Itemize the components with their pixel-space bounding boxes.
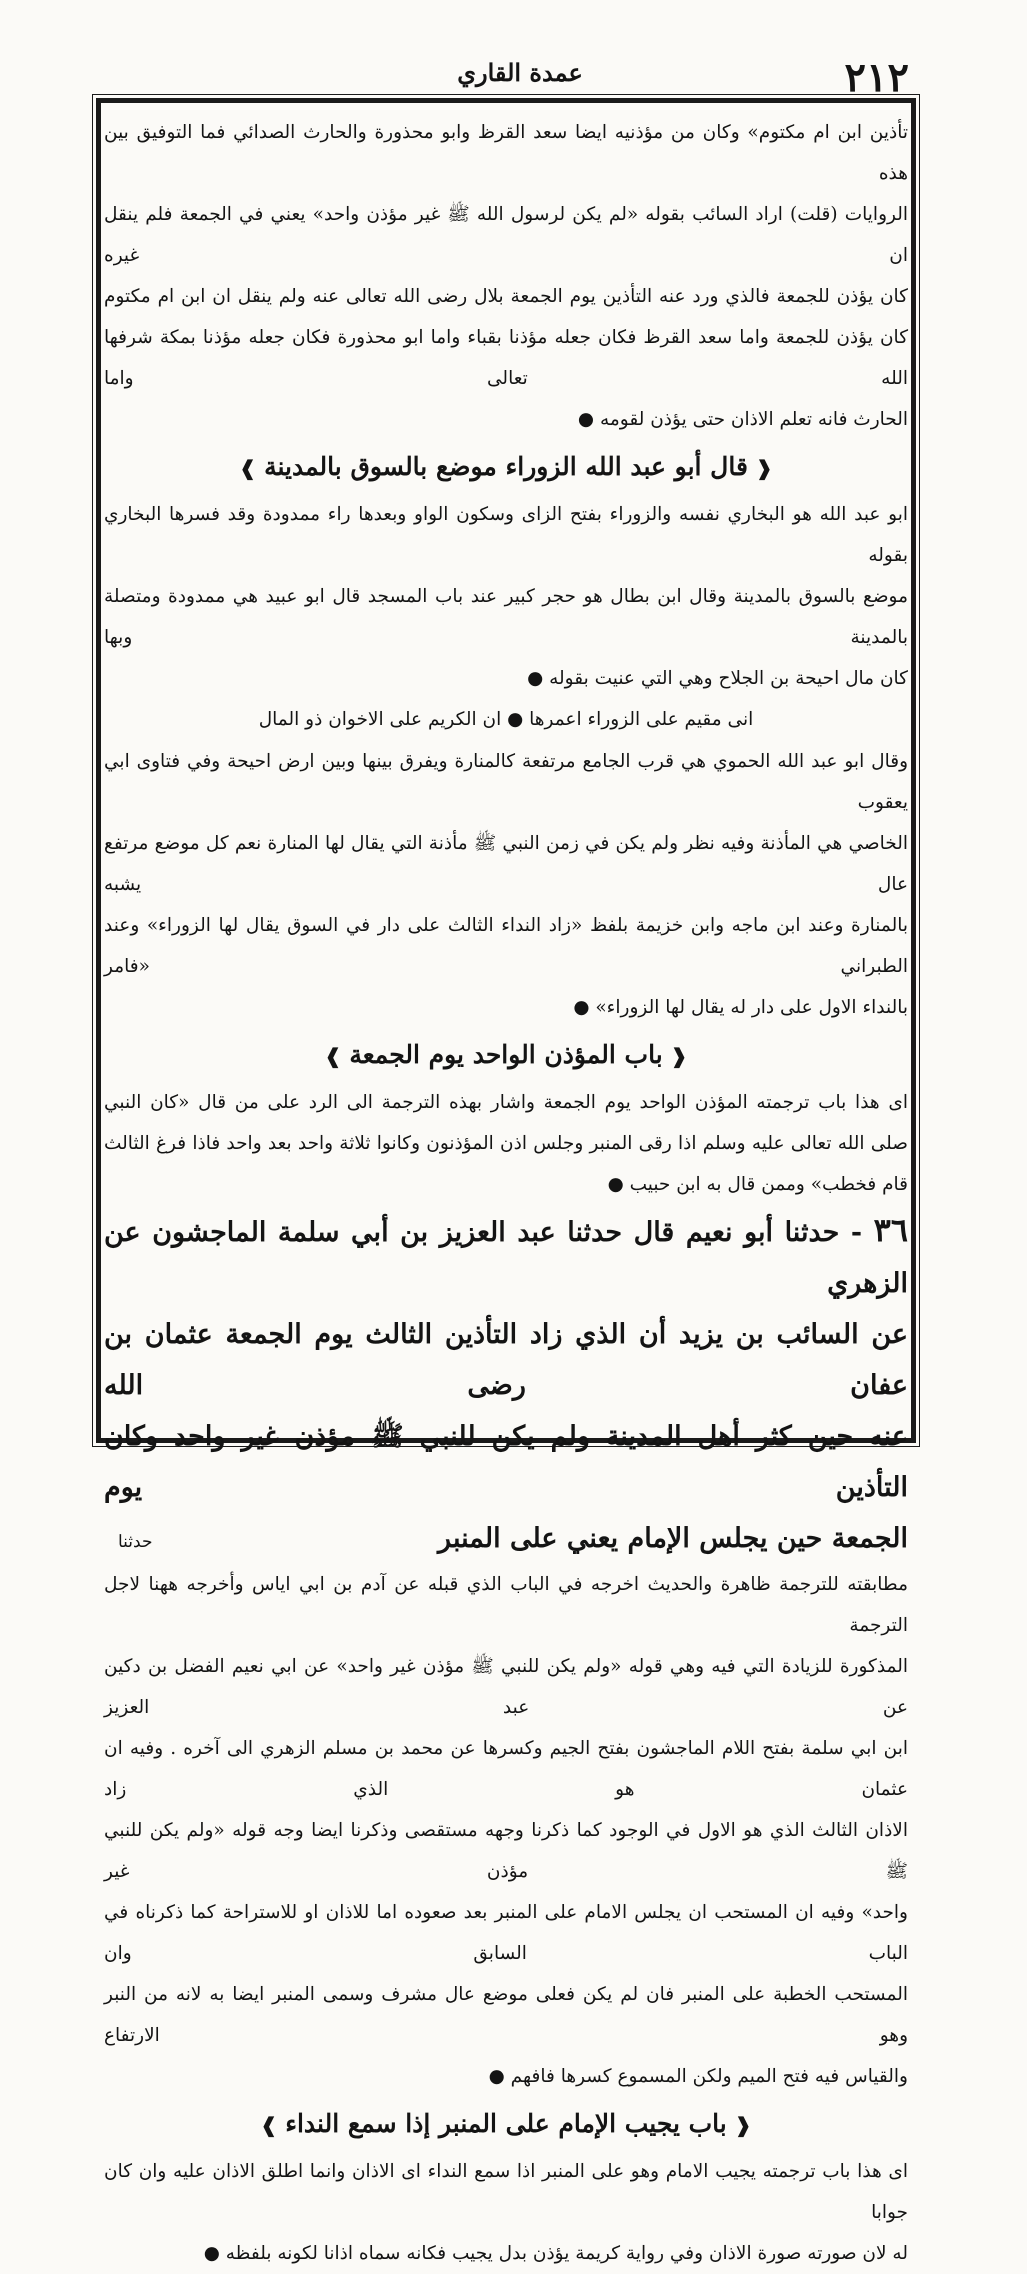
chapter-heading: ❰قال أبو عبد الله الزوراء موضع بالسوق بالمدينة❱ <box>104 444 908 490</box>
text-line: الحارث فانه تعلم الاذان حتى يؤذن لقومه ● <box>577 409 908 430</box>
text-line: المستحب الخطبة على المنبر فان لم يكن فعلى موضع عال مشرف وسمى المنبر ايضا به لانه من النبر وهو الارتفاع <box>104 1984 908 2046</box>
ornament-icon: ❰ <box>755 456 773 480</box>
text-line: له لان صورته صورة الاذان وفي رواية كريمة يؤذن بدل يجيب فكانه سماه اذانا لكونه بلفظه ● <box>203 2243 908 2264</box>
commentary-section-6 <box>104 2151 908 2274</box>
commentary-section-1 <box>104 112 908 440</box>
text-line: ابو عبد الله هو البخاري نفسه والزوراء بفتح الزاى وسكون الواو وبعدها راء ممدودة وقد فسرها البخاري بقوله <box>104 504 908 566</box>
commentary-section-4 <box>104 1082 908 1205</box>
text-line: الروايات (قلت) اراد السائب بقوله «لم يكن لرسول الله ﷺ غير مؤذن واحد» يعني في الجمعة فلم ينقل ان غيره <box>104 204 908 266</box>
text-line: اى هذا باب ترجمته المؤذن الواحد يوم الجمعة واشار بهذه الترجمة الى الرد على من قال «كان النبي <box>104 1092 908 1113</box>
hadith-number: ٣٦ <box>873 1211 908 1249</box>
page-header <box>0 52 1027 101</box>
text-line: اى هذا باب ترجمته يجيب الامام وهو على المنبر اذا سمع النداء اى الاذان وانما اطلق الاذان عليه وان كان جوابا <box>104 2161 908 2223</box>
hadith-text <box>104 1205 908 1564</box>
text-line: المذكورة للزيادة التي فيه وهي قوله «ولم يكن للنبي ﷺ مؤذن غير واحد» عن ابي نعيم الفضل بن دكين عن عبد العزيز <box>104 1656 908 1718</box>
text-line: موضع بالسوق بالمدينة وقال ابن بطال هو حجر كبير عند باب المسجد قال ابو عبيد هي ممدودة ومتصلة بالمدينة وبها <box>104 586 908 648</box>
text-line: ابن ابي سلمة بفتح اللام الماجشون بفتح الجيم وكسرها عن محمد بن مسلم الزهري الى آخره . وفيه ان عثمان هو الذي زاد <box>104 1738 908 1800</box>
text-line: بالمنارة وعند ابن ماجه وابن خزيمة بلفظ «زاد النداء الثالث على دار في السوق يقال لها الزوراء» وعند الطبراني «فامر <box>104 915 908 977</box>
text-line: كان يؤذن للجمعة فالذي ورد عنه التأذين يوم الجمعة بلال رضى الله تعالى عنه ولم ينقل ان ابن ام مكتوم <box>104 286 908 307</box>
text-line: الاذان الثالث الذي هو الاول في الوجود كما ذكرنا وجهه مستقصى وذكرنا ايضا وجه قوله «ولم يكن للنبي ﷺ مؤذن غير <box>104 1820 908 1882</box>
text-line: مطابقته للترجمة ظاهرة والحديث اخرجه في الباب الذي قبله عن آدم بن ابي اياس وأخرجه ههنا لاجل الترجمة <box>104 1574 908 1636</box>
ornament-icon: ❱ <box>239 456 257 480</box>
running-title: عمدة القاري <box>457 58 583 87</box>
ornament-icon: ❱ <box>324 1044 342 1068</box>
ornament-icon: ❰ <box>734 2113 752 2137</box>
hadith-line: ٣٦ - حدثنا أبو نعيم قال حدثنا عبد العزيز بن أبي سلمة الماجشون عن الزهري <box>104 1211 908 1299</box>
hadith-line: عن السائب بن يزيد أن الذي زاد التأذين الثالث يوم الجمعة عثمان بن عفان رضى الله <box>104 1319 908 1401</box>
commentary-section-3 <box>104 741 908 1028</box>
commentary-section-5 <box>104 1564 908 2097</box>
text-line: قام فخطب» وممن قال به ابن حبيب ● <box>607 1174 908 1195</box>
poetry-verse: انى مقيم على الزوراء اعمرها ● ان الكريم على الاخوان ذو المال <box>258 709 754 730</box>
chapter-heading: ❰باب يجيب الإمام على المنبر إذا سمع النداء❱ <box>104 2101 908 2147</box>
hadith-line: الجمعة حين يجلس الإمام يعني على المنبر <box>438 1523 908 1554</box>
text-line: تأذين ابن ام مكتوم» وكان من مؤذنيه ايضا سعد القرظ وابو محذورة والحارث الصدائي فما التوفيق بين هذه <box>104 122 908 184</box>
text-line: واحد» وفيه ان المستحب ان يجلس الامام على المنبر بعد صعوده اما للاذان او للاستراحة كما ذكرناه في الباب السابق وان <box>104 1902 908 1964</box>
text-line: صلى الله تعالى عليه وسلم اذا رقى المنبر وجلس اذن المؤذنون وكانوا ثلاثة واحد بعد واحد فاذا فرغ الثالث <box>104 1133 908 1154</box>
text-line: بالنداء الاول على دار له يقال لها الزوراء» ● <box>573 997 908 1018</box>
catchword: حدثنا <box>118 1532 153 1552</box>
ornament-icon: ❱ <box>260 2113 278 2137</box>
commentary-section-2 <box>104 494 908 699</box>
ornament-icon: ❰ <box>670 1044 688 1068</box>
text-line: كان مال احيحة بن الجلاح وهي التي عنيت بقوله ● <box>527 668 908 689</box>
page-content <box>104 112 908 2264</box>
text-line: والقياس فيه فتح الميم ولكن المسموع كسرها فافهم ● <box>488 2066 908 2087</box>
text-line: وقال ابو عبد الله الحموي هي قرب الجامع مرتفعة كالمنارة ويفرق بينها وبين ارض احيحة وفي فتاوى ابي يعقوب <box>104 751 908 813</box>
text-line: الخاصي هي المأذنة وفيه نظر ولم يكن في زمن النبي ﷺ مأذنة التي يقال لها المنارة نعم كل موضع مرتفع عال يشبه <box>104 833 908 895</box>
hadith-line: عنه حين كثر أهل المدينة ولم يكن للنبي ﷺ مؤذن غير واحد وكان التأذين يوم <box>104 1421 908 1503</box>
text-line: كان يؤذن للجمعة واما سعد القرظ فكان جعله مؤذنا بقباء واما ابو محذورة فكان جعله مؤذنا بمكة شرفها الله تعالى واما <box>104 327 908 389</box>
page-number: ٢١٢ <box>844 54 909 101</box>
chapter-heading: ❰باب المؤذن الواحد يوم الجمعة❱ <box>104 1032 908 1078</box>
